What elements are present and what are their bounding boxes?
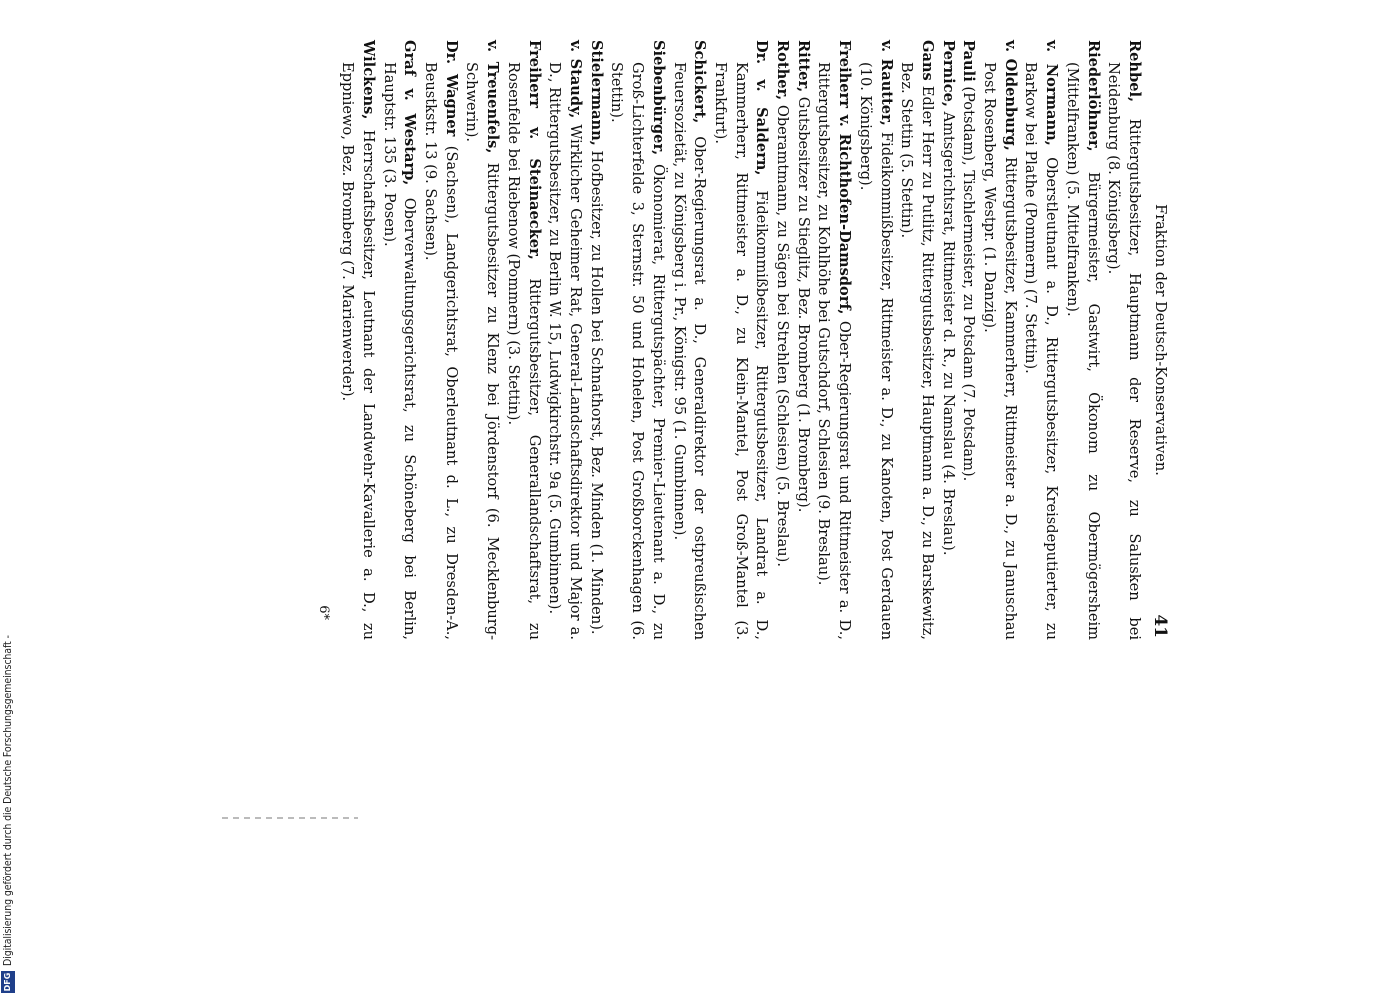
member-name: Wilckens,	[359, 40, 377, 120]
member-entry	[502, 40, 543, 640]
member-entry	[771, 40, 792, 640]
member-name: Ritter,	[794, 40, 812, 93]
member-name: Siebenbürger,	[649, 40, 667, 156]
footer-credit-text: Digitalisierung gefördert durch die Deutsche Forschungsgemeinschaft -	[2, 635, 14, 966]
member-details: Bürgermeister, Gastwirt, Ökonom zu Obermögersheim (Mittelfranken) (5. Mittelfranken).	[1063, 62, 1102, 641]
document-page	[290, 40, 1170, 640]
member-name: Pauli	[960, 40, 978, 82]
member-details: Rittergutsbesitzer zu Klenz bei Jördenstorf (6. Mecklenburg-Schwerin).	[463, 62, 502, 641]
member-entry	[544, 40, 585, 640]
rotated-page-container	[290, 40, 1170, 640]
member-details: Edler Herr zu Putlitz, Rittergutsbesitzer, Hauptmann a. D., zu Barskewitz, Bez. Stettin (5. Stettin).	[898, 62, 936, 640]
member-name: Gans	[918, 40, 936, 81]
footer-strip	[0, 0, 18, 1000]
member-entry	[896, 40, 937, 640]
member-name: Dr. v. Saldern,	[753, 40, 771, 176]
member-entry	[378, 40, 419, 640]
member-name: Freiherr v. Steinaecker,	[525, 40, 543, 260]
member-entry	[937, 40, 958, 640]
member-entry	[337, 40, 378, 640]
member-entry	[1061, 40, 1102, 640]
member-entry	[461, 40, 502, 640]
member-details: Rittergutsbesitzer, Generallandschaftsrat, zu Rosenfelde bei Riebenow (Pommern) (3. Stettin).	[504, 62, 543, 640]
member-name: Stielermann,	[587, 40, 605, 146]
member-entry	[1103, 40, 1144, 640]
member-name: v. Treuenfels,	[484, 40, 502, 154]
dfg-logo: DFG	[1, 971, 15, 993]
member-details: Amtsgerichtsrat, Rittmeister d. R., zu Namslau (4. Breslau).	[939, 111, 957, 556]
member-name: v. Oldenburg,	[1001, 40, 1019, 151]
member-entry	[792, 40, 813, 640]
member-entry	[854, 40, 895, 640]
member-entry	[1020, 40, 1061, 640]
member-details: Oberstleutnant a. D., Rittergutsbesitzer, Kreisdeputierter, zu Barkow bei Plathe (Pommern) (7. Stettin).	[1022, 62, 1061, 641]
member-entry	[958, 40, 979, 640]
member-details: Oberamtmann, zu Sägen bei Strehlen (Schlesien) (5. Breslau).	[774, 104, 792, 568]
member-list	[337, 40, 1144, 640]
footer-rotated	[0, 635, 16, 993]
member-name: Freiherr v. Richthofen-Damsdorf,	[836, 40, 854, 315]
signature-mark: 6*	[315, 605, 331, 620]
member-name: Dr. Wagner	[442, 40, 460, 137]
member-details: Hofbesitzer, zu Hollen bei Schnathorst, Bez. Minden (1. Minden).	[587, 150, 605, 635]
member-details: Rittergutsbesitzer, Kammerherr, Rittmeister a. D., zu Januschau Post Rosenberg, Westpr. (1. Danzig).	[981, 62, 1019, 640]
member-name: Rother,	[774, 40, 792, 101]
member-details: Gutsbesitzer zu Stieglitz, Bez. Bromberg (1. Bromberg).	[794, 96, 812, 513]
member-entry	[668, 40, 709, 640]
member-name: v. Normann,	[1043, 40, 1061, 146]
member-name: Graf v. Westarp,	[401, 40, 419, 186]
member-name: v. Rautter,	[877, 40, 895, 126]
member-details: Ober-Regierungsrat und Rittmeister a. D., Rittergutsbesitzer, zu Kohlhöhe bei Gutschdorf, Schlesien (9. Breslau).	[815, 62, 854, 640]
running-head	[1144, 40, 1170, 640]
member-details: Fideikommißbesitzer, Rittmeister a. D., zu Kanoten, Post Gerdauen (10. Königsberg).	[856, 62, 895, 641]
member-entry	[606, 40, 668, 640]
member-name: Pernice,	[939, 40, 957, 107]
member-details: Ökonomierat, Rittergutspächter, Premier-Lieutenant a. D., zu Groß-Lichterfelde 3, Sternstr. 50 und Hohelen, Post Großborckenhagen (6. Stettin).	[608, 62, 667, 640]
member-name: Schickert,	[691, 40, 709, 124]
member-entry	[585, 40, 606, 640]
member-name: Rehbel,	[1126, 40, 1143, 103]
member-details: (Potsdam), Tischlermeister, zu Potsdam (7. Potsdam).	[960, 86, 978, 482]
member-details: Wirklicher Geheimer Rat, General-Landschaftsdirektor und Major a. D., Rittergutsbesitzer, zu Berlin W. 15, Ludwigkirchstr. 9a (5. Gumbinnen).	[546, 62, 585, 641]
member-name: v. Staudy,	[567, 40, 585, 119]
member-details: Ober-Regierungsrat a. D., Generaldirektor der ostpreußischen Feuersozietät, zu Königsberg i. Pr., Königstr. 95 (1. Gumbinnen).	[670, 62, 709, 640]
member-entry	[978, 40, 1019, 640]
member-details: Rittergutsbesitzer, Hauptmann der Reserve, zu Salusken bei Neidenburg (8. Königsberg).	[1105, 62, 1143, 641]
member-details: Oberverwaltungsgerichtsrat, zu Schöneberg bei Berlin, Hauptstr. 135 (3. Posen).	[380, 62, 419, 641]
member-entry	[813, 40, 854, 640]
running-head-title: Fraktion der Deutsch-Konservativen.	[1152, 204, 1168, 476]
page-number: 41	[1150, 614, 1170, 638]
member-entry	[419, 40, 460, 640]
member-details: Herrschaftsbesitzer, Leutnant der Landwehr-Kavallerie a. D., zu Eppniewo, Bez. Bromberg (7. Marienwerder).	[339, 62, 377, 640]
member-name: Riederlöhner,	[1084, 40, 1102, 152]
member-details: (Sachsen), Landgerichtsrat, Oberleutnant d. L., zu Dresden-A., Beustkstr. 13 (9. Sachsen).	[422, 62, 460, 640]
member-details: Fideikommißbesitzer, Rittergutsbesitzer, Landrat a. D., Kammerherr, Rittmeister a. D., zu Klein-Mantel, Post Groß-Mantel (3. Frankfurt).	[711, 62, 771, 641]
member-entry	[709, 40, 771, 640]
scan-artifact-line	[222, 817, 358, 819]
